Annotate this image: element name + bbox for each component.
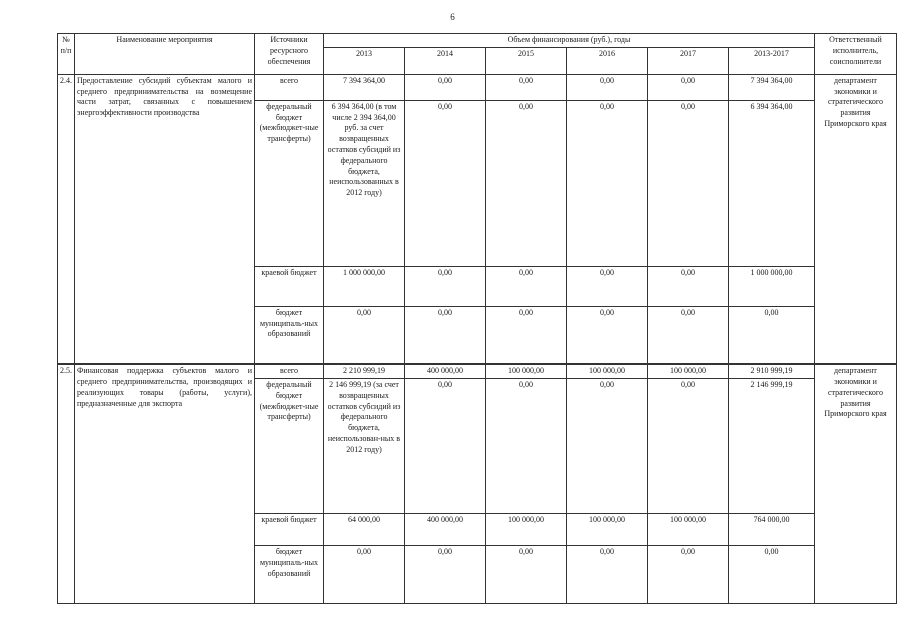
funding-value: 0,00 [648, 546, 729, 604]
funding-value: 2 146 999,19 [729, 379, 815, 514]
funding-value: 400 000,00 [405, 364, 486, 378]
source-label: всего [255, 74, 324, 100]
funding-value: 0,00 [405, 379, 486, 514]
funding-value: 100 000,00 [567, 514, 648, 546]
funding-value: 100 000,00 [486, 364, 567, 378]
funding-value: 0,00 [405, 546, 486, 604]
header-year: 2017 [648, 47, 729, 74]
funding-value: 0,00 [567, 306, 648, 364]
header-name: Наименование мероприятия [75, 34, 255, 75]
funding-value: 400 000,00 [405, 514, 486, 546]
funding-value: 0,00 [405, 266, 486, 306]
measure-number: 2.5. [58, 364, 75, 603]
funding-value: 6 394 364,00 [729, 100, 815, 266]
funding-value: 764 000,00 [729, 514, 815, 546]
funding-value: 100 000,00 [648, 514, 729, 546]
funding-value: 0,00 [567, 100, 648, 266]
funding-value: 0,00 [567, 379, 648, 514]
source-label: федеральный бюджет (межбюджет-ные трансферты) [255, 100, 324, 266]
header-year: 2016 [567, 47, 648, 74]
responsible-executor: департамент экономики и стратегического развития Приморского края [815, 364, 897, 603]
source-label: федеральный бюджет (межбюджет-ные трансферты) [255, 379, 324, 514]
page-number: 6 [450, 12, 455, 22]
funding-value: 0,00 [648, 266, 729, 306]
funding-value: 100 000,00 [648, 364, 729, 378]
funding-value: 0,00 [405, 74, 486, 100]
header-year: 2014 [405, 47, 486, 74]
funding-value: 0,00 [486, 379, 567, 514]
funding-value: 100 000,00 [567, 364, 648, 378]
table-row [58, 364, 897, 378]
funding-value: 0,00 [567, 74, 648, 100]
funding-value: 0,00 [486, 74, 567, 100]
funding-value: 0,00 [648, 74, 729, 100]
funding-value: 7 394 364,00 [324, 74, 405, 100]
header-sources: Источники ресурсного обеспечения [255, 34, 324, 75]
header-volume: Объем финансирования (руб.), годы [324, 34, 815, 48]
funding-value: 100 000,00 [486, 514, 567, 546]
source-label: бюджет муниципаль-ных образований [255, 546, 324, 604]
funding-value: 0,00 [729, 546, 815, 604]
funding-value: 0,00 [729, 306, 815, 364]
funding-value: 2 146 999,19 (за счет возвращенных остатков субсидий из федерального бюджета, неиспользован-ных в 2012 году) [324, 379, 405, 514]
funding-value: 6 394 364,00 (в том числе 2 394 364,00 руб. за счет возвращенных остатков субсидий из федерального бюджета, неиспользованных в 2012 году) [324, 100, 405, 266]
funding-value: 0,00 [486, 100, 567, 266]
header-year: 2015 [486, 47, 567, 74]
measure-name: Предоставление субсидий субъектам малого и среднего предпринимательства на возмещение части затрат, связанных с повышением энергоэффективности производства [75, 74, 255, 364]
funding-value: 0,00 [567, 546, 648, 604]
header-year: 2013-2017 [729, 47, 815, 74]
header-num: № п/п [58, 34, 75, 75]
funding-value: 0,00 [648, 379, 729, 514]
funding-value: 0,00 [648, 306, 729, 364]
source-label: бюджет муниципаль-ных образований [255, 306, 324, 364]
funding-value: 0,00 [324, 306, 405, 364]
funding-value: 7 394 364,00 [729, 74, 815, 100]
funding-value: 1 000 000,00 [324, 266, 405, 306]
measure-number: 2.4. [58, 74, 75, 364]
funding-value: 0,00 [405, 100, 486, 266]
funding-value: 0,00 [405, 306, 486, 364]
source-label: краевой бюджет [255, 514, 324, 546]
header-year: 2013 [324, 47, 405, 74]
funding-table [57, 33, 897, 604]
funding-value: 0,00 [567, 266, 648, 306]
funding-value: 0,00 [648, 100, 729, 266]
funding-value: 2 210 999,19 [324, 364, 405, 378]
header-responsible: Ответственный исполнитель, соисполнители [815, 34, 897, 75]
funding-value: 0,00 [486, 266, 567, 306]
funding-value: 0,00 [324, 546, 405, 604]
funding-value: 1 000 000,00 [729, 266, 815, 306]
funding-value: 0,00 [486, 306, 567, 364]
responsible-executor: департамент экономики и стратегического развития Приморского края [815, 74, 897, 364]
source-label: всего [255, 364, 324, 378]
funding-value: 64 000,00 [324, 514, 405, 546]
source-label: краевой бюджет [255, 266, 324, 306]
funding-value: 0,00 [486, 546, 567, 604]
table-row [58, 74, 897, 100]
funding-value: 2 910 999,19 [729, 364, 815, 378]
measure-name: Финансовая поддержка субъектов малого и среднего предпринимательства, производящих и реализующих товары (работы, услуги), предназначенные для экспорта [75, 364, 255, 603]
